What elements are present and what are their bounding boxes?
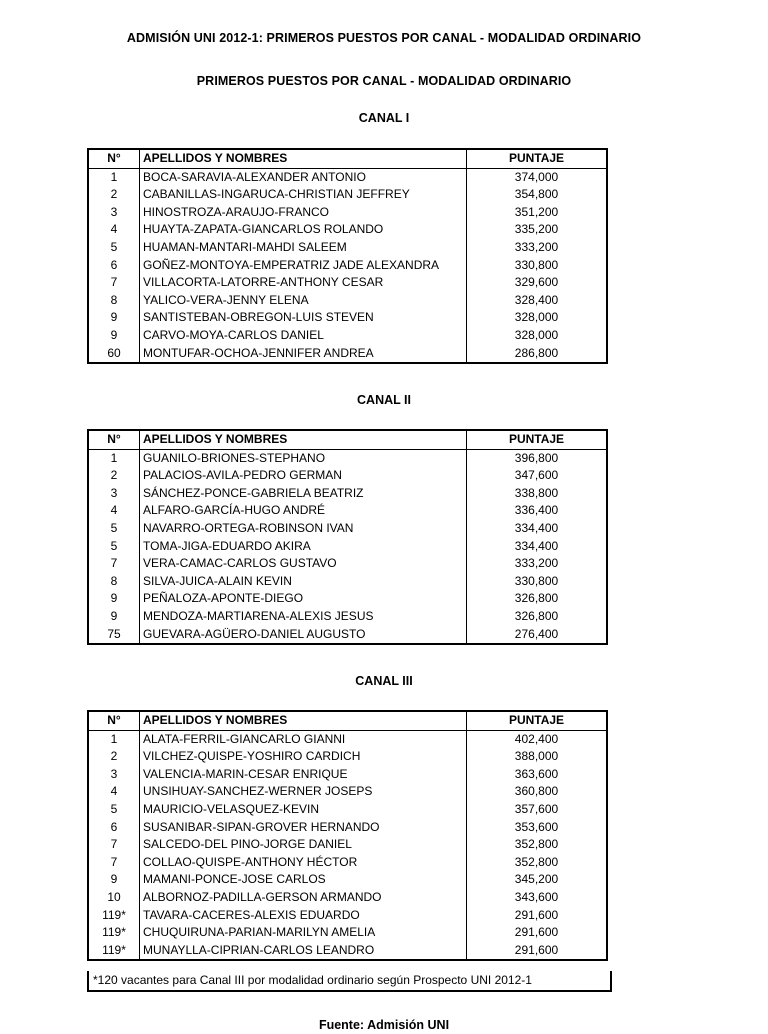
rank-number: 5 <box>88 801 140 819</box>
candidate-name: GOÑEZ-MONTOYA-EMPERATRIZ JADE ALEXANDRA <box>140 257 467 275</box>
table-header-row <box>88 711 607 730</box>
rank-number: 9 <box>88 327 140 345</box>
score-value: 335,200 <box>514 222 559 237</box>
table-row <box>88 748 607 766</box>
rank-number: 5 <box>88 239 140 257</box>
candidate-name: ALBORNOZ-PADILLA-GERSON ARMANDO <box>140 889 467 907</box>
table-row <box>88 854 607 872</box>
score-value: 338,800 <box>514 485 559 500</box>
table-row <box>88 942 607 961</box>
canal-title: CANAL II <box>357 393 411 407</box>
rank-number: 7 <box>88 836 140 854</box>
table-row <box>88 819 607 837</box>
table-row <box>88 836 607 854</box>
rank-number: 10 <box>88 889 140 907</box>
rank-number: 3 <box>88 204 140 222</box>
score-value: 330,800 <box>514 573 559 588</box>
candidate-name: NAVARRO-ORTEGA-ROBINSON IVAN <box>140 520 467 538</box>
table-row <box>88 907 607 925</box>
score-value: 333,200 <box>514 556 559 571</box>
score-value: 328,400 <box>514 292 559 307</box>
rank-number: 4 <box>88 221 140 239</box>
rank-number: 3 <box>88 766 140 784</box>
table-row <box>88 783 607 801</box>
candidate-name: SANTISTEBAN-OBREGON-LUIS STEVEN <box>140 309 467 327</box>
table-row <box>88 186 607 204</box>
candidate-name: SILVA-JUICA-ALAIN KEVIN <box>140 573 467 591</box>
candidate-name: TAVARA-CACERES-ALEXIS EDUARDO <box>140 907 467 925</box>
candidate-name: VILLACORTA-LATORRE-ANTHONY CESAR <box>140 274 467 292</box>
score-value: 328,000 <box>514 327 559 342</box>
score-value: 286,800 <box>514 345 559 360</box>
column-header-score: PUNTAJE <box>467 711 608 730</box>
candidate-name: VILCHEZ-QUISPE-YOSHIRO CARDICH <box>140 748 467 766</box>
score-value: 351,200 <box>514 204 559 219</box>
score-value: 345,200 <box>514 872 559 887</box>
score-value: 402,400 <box>514 731 559 746</box>
column-header-name: APELLIDOS Y NOMBRES <box>140 149 467 168</box>
candidate-name: CHUQUIRUNA-PARIAN-MARILYN AMELIA <box>140 924 467 942</box>
candidate-name: MAURICIO-VELASQUEZ-KEVIN <box>140 801 467 819</box>
score-value: 333,200 <box>514 240 559 255</box>
table-row <box>88 292 607 310</box>
table-row <box>88 555 607 573</box>
candidate-name: CARVO-MOYA-CARLOS DANIEL <box>140 327 467 345</box>
candidate-name: PALACIOS-AVILA-PEDRO GERMAN <box>140 467 467 485</box>
rank-number: 119* <box>88 942 140 961</box>
column-header-number: N° <box>88 149 140 168</box>
table-header-row <box>88 149 607 168</box>
rank-number: 5 <box>88 520 140 538</box>
score-value: 330,800 <box>514 257 559 272</box>
rank-number: 8 <box>88 573 140 591</box>
score-value: 334,400 <box>514 521 559 536</box>
table-row <box>88 274 607 292</box>
rank-number: 7 <box>88 555 140 573</box>
rank-number: 9 <box>88 608 140 626</box>
candidate-name: GUANILO-BRIONES-STEPHANO <box>140 449 467 467</box>
score-value: 334,400 <box>514 538 559 553</box>
rank-number: 3 <box>88 485 140 503</box>
table-row <box>88 239 607 257</box>
table-header-row <box>88 430 607 449</box>
table-row <box>88 204 607 222</box>
table-row <box>88 801 607 819</box>
table-row <box>88 221 607 239</box>
document-title: ADMISIÓN UNI 2012-1: PRIMEROS PUESTOS POR CANAL - MODALIDAD ORDINARIO <box>126 31 642 45</box>
ranking-table <box>87 710 608 961</box>
table-row <box>88 590 607 608</box>
rank-number: 2 <box>88 467 140 485</box>
rank-number: 9 <box>88 309 140 327</box>
rank-number: 2 <box>88 748 140 766</box>
source-note: Fuente: Admisión UNI <box>318 1018 450 1032</box>
table-row <box>88 889 607 907</box>
candidate-name: MONTUFAR-OCHOA-JENNIFER ANDREA <box>140 345 467 364</box>
candidate-name: COLLAO-QUISPE-ANTHONY HÉCTOR <box>140 854 467 872</box>
candidate-name: PEÑALOZA-APONTE-DIEGO <box>140 590 467 608</box>
table-row <box>88 345 607 364</box>
candidate-name: MAMANI-PONCE-JOSE CARLOS <box>140 871 467 889</box>
score-value: 291,600 <box>514 907 559 922</box>
rank-number: 119* <box>88 907 140 925</box>
score-value: 276,400 <box>514 626 559 641</box>
column-header-number: N° <box>88 430 140 449</box>
rank-number: 2 <box>88 186 140 204</box>
table-row <box>88 608 607 626</box>
score-value: 291,600 <box>514 942 559 957</box>
score-value: 326,800 <box>514 591 559 606</box>
candidate-name: VALENCIA-MARIN-CESAR ENRIQUE <box>140 766 467 784</box>
rank-number: 9 <box>88 590 140 608</box>
table-row <box>88 485 607 503</box>
rank-number: 7 <box>88 854 140 872</box>
candidate-name: MUNAYLLA-CIPRIAN-CARLOS LEANDRO <box>140 942 467 961</box>
score-value: 353,600 <box>514 819 559 834</box>
table-row <box>88 168 607 186</box>
table-row <box>88 766 607 784</box>
score-value: 354,800 <box>514 187 559 202</box>
score-value: 396,800 <box>514 450 559 465</box>
rank-number: 4 <box>88 502 140 520</box>
table-row <box>88 309 607 327</box>
score-value: 352,800 <box>514 837 559 852</box>
candidate-name: SUSANIBAR-SIPAN-GROVER HERNANDO <box>140 819 467 837</box>
score-value: 343,600 <box>514 889 559 904</box>
score-value: 291,600 <box>514 925 559 940</box>
rank-number: 1 <box>88 730 140 748</box>
table-row <box>88 573 607 591</box>
score-value: 363,600 <box>514 766 559 781</box>
candidate-name: MENDOZA-MARTIARENA-ALEXIS JESUS <box>140 608 467 626</box>
score-value: 336,400 <box>514 503 559 518</box>
score-value: 352,800 <box>514 854 559 869</box>
rank-number: 1 <box>88 168 140 186</box>
ranking-table <box>87 429 608 645</box>
score-value: 326,800 <box>514 608 559 623</box>
candidate-name: YALICO-VERA-JENNY ELENA <box>140 292 467 310</box>
column-header-score: PUNTAJE <box>467 149 608 168</box>
rank-number: 4 <box>88 783 140 801</box>
rank-number: 119* <box>88 924 140 942</box>
rank-number: 9 <box>88 871 140 889</box>
score-value: 347,600 <box>514 468 559 483</box>
document-subtitle: PRIMEROS PUESTOS POR CANAL - MODALIDAD ORDINARIO <box>196 74 572 88</box>
table-row <box>88 730 607 748</box>
rank-number: 1 <box>88 449 140 467</box>
canal-title: CANAL I <box>358 111 410 125</box>
candidate-name: CABANILLAS-INGARUCA-CHRISTIAN JEFFREY <box>140 186 467 204</box>
candidate-name: HUAMAN-MANTARI-MAHDI SALEEM <box>140 239 467 257</box>
rank-number: 6 <box>88 819 140 837</box>
rank-number: 75 <box>88 626 140 645</box>
score-value: 388,000 <box>514 749 559 764</box>
candidate-name: SÁNCHEZ-PONCE-GABRIELA BEATRIZ <box>140 485 467 503</box>
ranking-table <box>87 148 608 364</box>
table-row <box>88 924 607 942</box>
footnote: *120 vacantes para Canal III por modalidad ordinario según Prospecto UNI 2012-1 <box>87 971 612 992</box>
candidate-name: HUAYTA-ZAPATA-GIANCARLOS ROLANDO <box>140 221 467 239</box>
column-header-name: APELLIDOS Y NOMBRES <box>140 430 467 449</box>
table-row <box>88 871 607 889</box>
table-row <box>88 467 607 485</box>
candidate-name: VERA-CAMAC-CARLOS GUSTAVO <box>140 555 467 573</box>
score-value: 374,000 <box>514 169 559 184</box>
column-header-score: PUNTAJE <box>467 430 608 449</box>
table-row <box>88 538 607 556</box>
candidate-name: BOCA-SARAVIA-ALEXANDER ANTONIO <box>140 168 467 186</box>
score-value: 357,600 <box>514 802 559 817</box>
column-header-number: N° <box>88 711 140 730</box>
canal-title: CANAL III <box>355 674 413 688</box>
column-header-name: APELLIDOS Y NOMBRES <box>140 711 467 730</box>
rank-number: 8 <box>88 292 140 310</box>
candidate-name: ALFARO-GARCÍA-HUGO ANDRÉ <box>140 502 467 520</box>
rank-number: 5 <box>88 538 140 556</box>
candidate-name: ALATA-FERRIL-GIANCARLO GIANNI <box>140 730 467 748</box>
table-row <box>88 327 607 345</box>
table-row <box>88 502 607 520</box>
score-value: 360,800 <box>514 784 559 799</box>
candidate-name: GUEVARA-AGÜERO-DANIEL AUGUSTO <box>140 626 467 645</box>
score-value: 328,000 <box>514 310 559 325</box>
candidate-name: HINOSTROZA-ARAUJO-FRANCO <box>140 204 467 222</box>
table-row <box>88 449 607 467</box>
candidate-name: SALCEDO-DEL PINO-JORGE DANIEL <box>140 836 467 854</box>
table-row <box>88 520 607 538</box>
score-value: 329,600 <box>514 275 559 290</box>
rank-number: 60 <box>88 345 140 364</box>
candidate-name: UNSIHUAY-SANCHEZ-WERNER JOSEPS <box>140 783 467 801</box>
table-row <box>88 626 607 645</box>
rank-number: 6 <box>88 257 140 275</box>
rank-number: 7 <box>88 274 140 292</box>
candidate-name: TOMA-JIGA-EDUARDO AKIRA <box>140 538 467 556</box>
table-row <box>88 257 607 275</box>
